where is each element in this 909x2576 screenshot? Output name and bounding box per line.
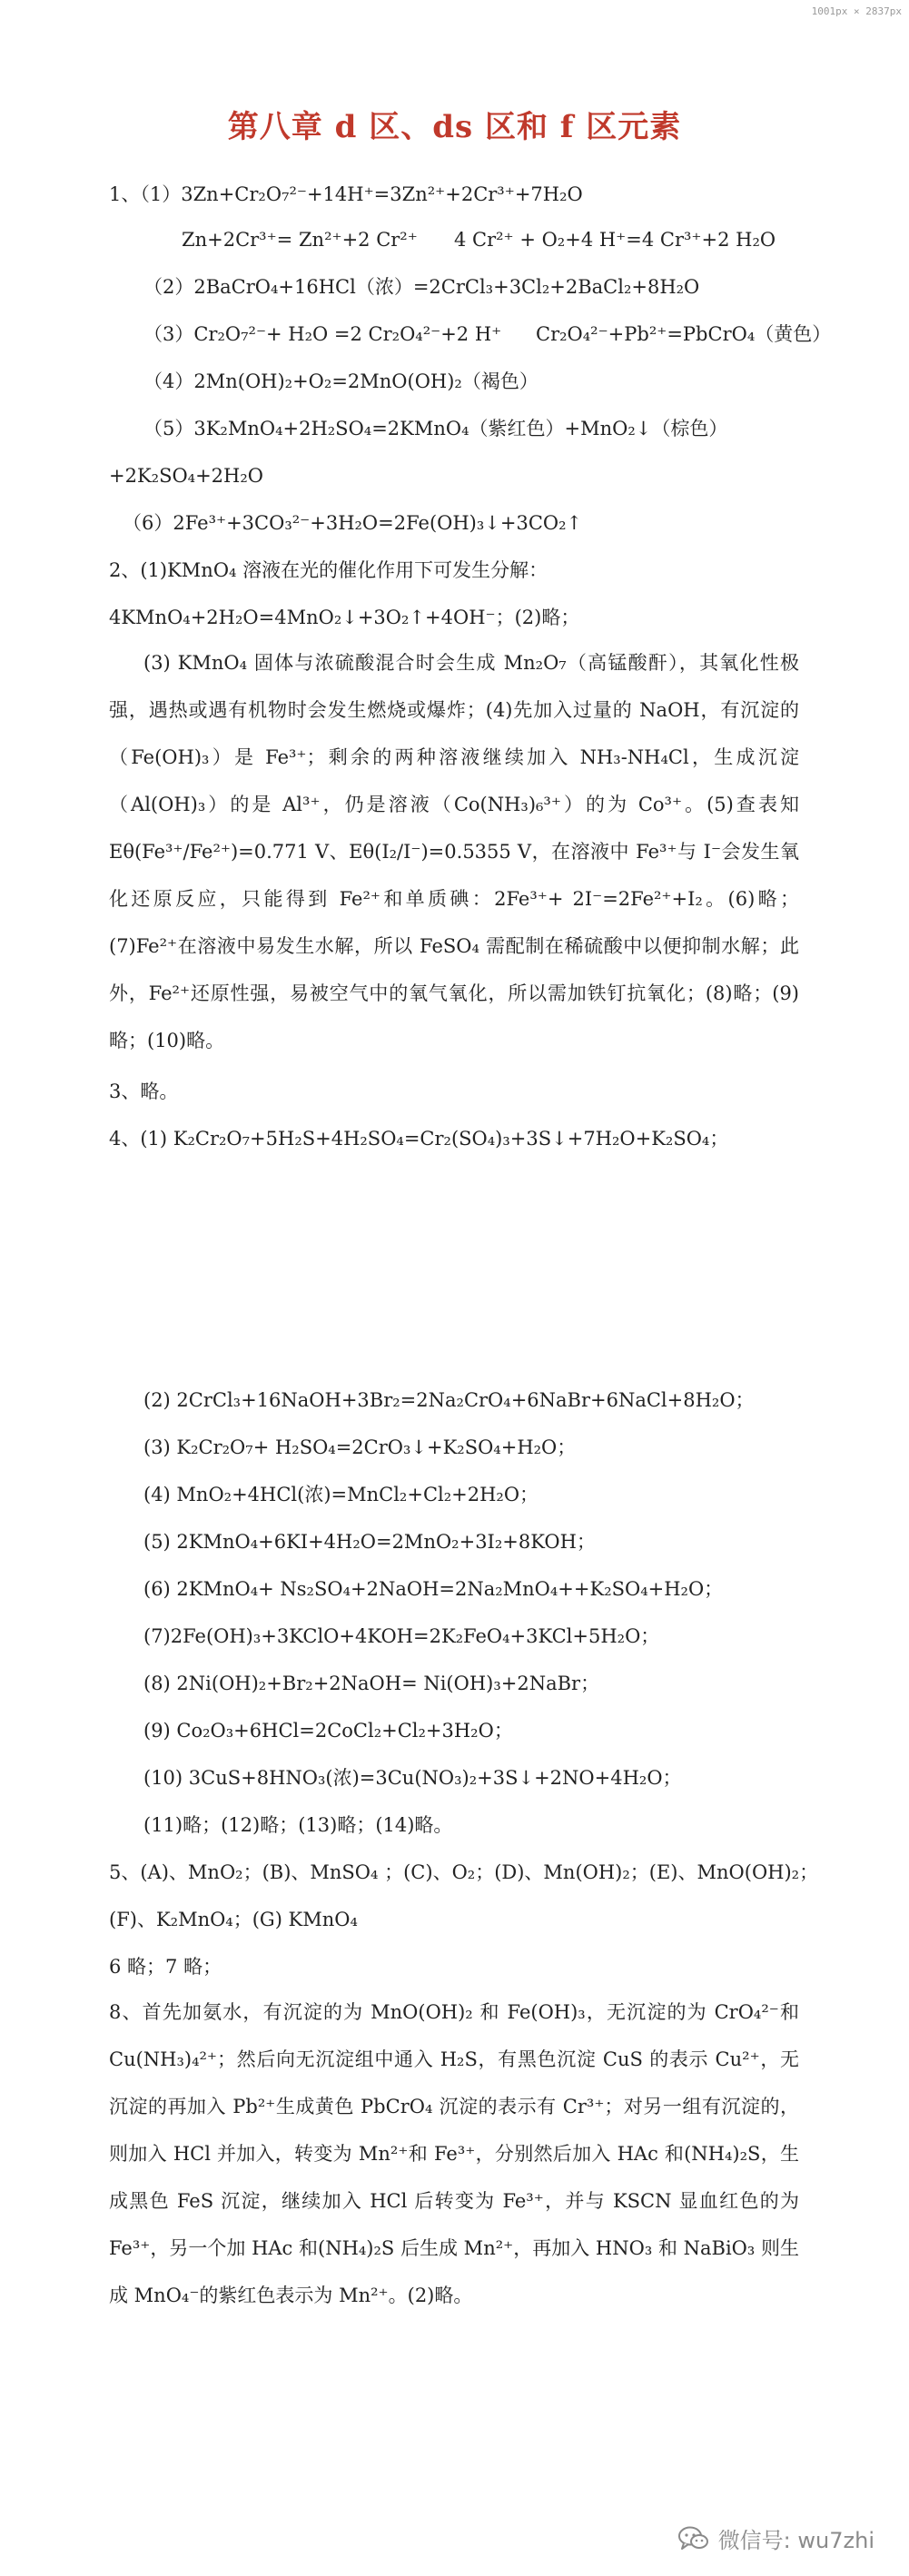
q5-line-1: 5、(A)、MnO₂；(B)、MnSO₄ ；(C)、O₂；(D)、Mn(OH)₂；(E)、MnO(OH)₂； — [109, 1861, 819, 1883]
q8-paragraph: 8、首先加氨水，有沉淀的为 MnO(OH)₂ 和 Fe(OH)₃，无沉淀的为 CrO₄²⁻和 Cu(NH₃)₄²⁺；然后向无沉淀组中通入 H₂S，有黑色沉淀 CuS 的表示 Cu²⁺，无沉淀的再加入 Pb²⁺生成黄色 PbCrO₄ 沉淀的表示有 Cr³⁺；对另一组有沉淀的，则加入 HCl 并加入，转变为 Mn²⁺和 Fe³⁺，分别然后加入 HAc 和(NH₄)₂S，生成黑色 FeS 沉淀，继续加入 HCl 后转变为 Fe³⁺，并与 KSCN 显血红色的为 Fe³⁺，另一个加 HAc 和(NH₄)₂S 后生成 Mn²⁺，再加入 HNO₃ 和 NaBiO₃ 则生成 MnO₄⁻的紫红色表示为 Mn²⁺。(2)略。 — [109, 2001, 799, 2306]
q4-line-7: (7)2Fe(OH)₃+3KClO+4KOH=2K₂FeO₄+3KCl+5H₂O； — [143, 1625, 660, 1647]
q4-line-8: (8) 2Ni(OH)₂+Br₂+2NaOH= Ni(OH)₃+2NaBr； — [143, 1673, 600, 1694]
q4-line-11: (11)略；(12)略；(13)略；(14)略。 — [143, 1814, 453, 1836]
q4-line-5: (5) 2KMnO₄+6KI+4H₂O=2MnO₂+3I₂+8KOH； — [143, 1531, 596, 1553]
q1-line-5: （4）2Mn(OH)₂+O₂=2MnO(OH)₂（褐色） — [143, 370, 538, 392]
q4-line-2: (2) 2CrCl₃+16NaOH+3Br₂=2Na₂CrO₄+6NaBr+6NaCl+8H₂O； — [143, 1389, 755, 1411]
q4-line-4: (4) MnO₂+4HCl(浓)=MnCl₂+Cl₂+2H₂O； — [143, 1484, 539, 1505]
image-dimensions-label: 1001px × 2837px — [811, 5, 902, 17]
q1-line-6: （5）3K₂MnO₄+2H₂SO₄=2KMnO₄（紫红色）+MnO₂↓（棕色） — [143, 418, 728, 439]
q3-line: 3、略。 — [109, 1081, 179, 1102]
q1-line-7: +2K₂SO₄+2H₂O — [109, 465, 263, 487]
q2-line-2: 4KMnO₄+2H₂O=4MnO₂↓+3O₂↑+4OH⁻；(2)略； — [109, 607, 580, 628]
q1-line-4a: （3）Cr₂O₇²⁻+ H₂O =2 Cr₂O₄²⁻+2 H⁺ — [143, 323, 502, 345]
watermark-text: 微信号: wu7zhi — [717, 2528, 874, 2553]
q1-line-4b: Cr₂O₄²⁻+Pb²⁺=PbCrO₄（黄色） — [536, 323, 832, 345]
q2-line-1: 2、(1)KMnO₄ 溶液在光的催化作用下可发生分解： — [109, 559, 548, 581]
q1-line-8: （6）2Fe³⁺+3CO₃²⁻+3H₂O=2Fe(OH)₃↓+3CO₂↑ — [123, 512, 583, 534]
q6-q7-line: 6 略；7 略； — [109, 1956, 222, 1978]
wechat-icon — [678, 2526, 709, 2551]
q4-line-9: (9) Co₂O₃+6HCl=2CoCl₂+Cl₂+3H₂O； — [143, 1720, 513, 1742]
chapter-title: 第八章 d 区、ds 区和 f 区元素 — [227, 109, 682, 145]
wechat-watermark — [678, 2522, 874, 2554]
q1-line-2a: Zn+2Cr³⁺= Zn²⁺+2 Cr²⁺ — [182, 229, 418, 251]
q1-line-3: （2）2BaCrO₄+16HCl（浓）=2CrCl₃+3Cl₂+2BaCl₂+8H₂O — [143, 276, 700, 298]
q4-line-10: (10) 3CuS+8HNO₃(浓)=3Cu(NO₃)₂+3S↓+2NO+4H₂O； — [143, 1767, 682, 1789]
q4-line-1: 4、(1) K₂Cr₂O₇+5H₂S+4H₂SO₄=Cr₂(SO₄)₃+3S↓+7H₂O+K₂SO₄； — [109, 1128, 729, 1150]
q2-paragraph: (3) KMnO₄ 固体与浓硫酸混合时会生成 Mn₂O₇（高锰酸酐），其氧化性极强，遇热或遇有机物时会发生燃烧或爆炸；(4)先加入过量的 NaOH，有沉淀的（Fe(OH)₃）是 Fe³⁺；剩余的两种溶液继续加入 NH₃-NH₄Cl，生成沉淀（Al(OH)₃）的是 Al³⁺，仍是溶液（Co(NH₃)₆³⁺）的为 Co³⁺。(5)查表知 Eθ(Fe³⁺/Fe²⁺)=0.771 V、Eθ(I₂/I⁻)=0.5355 V，在溶液中 Fe³⁺与 I⁻会发生氧化还原反应，只能得到 Fe²⁺和单质碘：2Fe³⁺+ 2I⁻=2Fe²⁺+I₂。(6)略；(7)Fe²⁺在溶液中易发生水解，所以 FeSO₄ 需配制在稀硫酸中以便抑制水解；此外，Fe²⁺还原性强，易被空气中的氧气氧化，所以需加铁钉抗氧化；(8)略；(9)略；(10)略。 — [109, 652, 799, 1051]
q1-line-2b: 4 Cr²⁺ + O₂+4 H⁺=4 Cr³⁺+2 H₂O — [454, 229, 776, 251]
q4-line-3: (3) K₂Cr₂O₇+ H₂SO₄=2CrO₃↓+K₂SO₄+H₂O； — [143, 1436, 577, 1458]
q5-line-2: (F)、K₂MnO₄；(G) KMnO₄ — [109, 1909, 358, 1930]
q4-line-6: (6) 2KMnO₄+ Ns₂SO₄+2NaOH=2Na₂MnO₄++K₂SO₄+H₂O； — [143, 1578, 724, 1600]
q1-line-1: 1、（1）3Zn+Cr₂O₇²⁻+14H⁺=3Zn²⁺+2Cr³⁺+7H₂O — [109, 183, 583, 205]
